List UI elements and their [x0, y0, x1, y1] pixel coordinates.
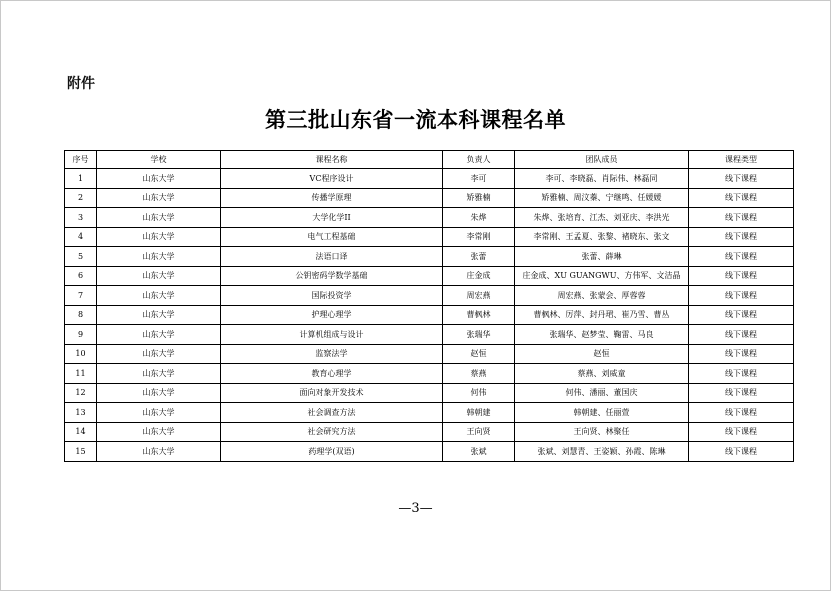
table-row	[65, 227, 794, 247]
cell-school: 山东大学	[97, 422, 221, 442]
attachment-label: 附件	[67, 76, 95, 92]
header-lead: 负责人	[443, 151, 515, 169]
cell-index: 13	[65, 403, 97, 423]
cell-index: 6	[65, 266, 97, 286]
cell-index: 1	[65, 169, 97, 189]
header-index: 序号	[65, 151, 97, 169]
cell-course-type: 线下课程	[689, 403, 794, 423]
cell-index: 11	[65, 364, 97, 384]
cell-school: 山东大学	[97, 266, 221, 286]
cell-index: 4	[65, 227, 97, 247]
cell-team: 张蕾、薛琳	[515, 247, 689, 267]
header-team: 团队成员	[515, 151, 689, 169]
cell-course-type: 线下课程	[689, 266, 794, 286]
cell-index: 14	[65, 422, 97, 442]
page-number: —3—	[398, 501, 433, 516]
cell-course-type: 线下课程	[689, 286, 794, 306]
table-row	[65, 383, 794, 403]
cell-team: 张斌、刘慧青、王姿颖、孙霞、陈琳	[515, 442, 689, 462]
cell-school: 山东大学	[97, 208, 221, 228]
cell-index: 9	[65, 325, 97, 345]
table-row	[65, 344, 794, 364]
cell-school: 山东大学	[97, 188, 221, 208]
cell-course-name: 监察法学	[221, 344, 443, 364]
cell-team: 蔡燕、刘威童	[515, 364, 689, 384]
cell-course-type: 线下课程	[689, 247, 794, 267]
cell-lead: 曹枫林	[443, 305, 515, 325]
cell-school: 山东大学	[97, 227, 221, 247]
table-row	[65, 188, 794, 208]
cell-team: 韩朝建、任丽萱	[515, 403, 689, 423]
table-row	[65, 442, 794, 462]
cell-lead: 李常刚	[443, 227, 515, 247]
document-title: 第三批山东省一流本科课程名单	[265, 107, 566, 132]
table-row	[65, 247, 794, 267]
table-row	[65, 305, 794, 325]
table-row	[65, 403, 794, 423]
cell-school: 山东大学	[97, 247, 221, 267]
cell-lead: 王向贤	[443, 422, 515, 442]
cell-lead: 张瑞华	[443, 325, 515, 345]
cell-team: 何伟、潘丽、董国庆	[515, 383, 689, 403]
table-body	[65, 169, 794, 462]
cell-course-type: 线下课程	[689, 227, 794, 247]
cell-lead: 张蕾	[443, 247, 515, 267]
cell-index: 3	[65, 208, 97, 228]
cell-school: 山东大学	[97, 383, 221, 403]
cell-team: 赵恒	[515, 344, 689, 364]
header-course-name: 课程名称	[221, 151, 443, 169]
cell-index: 7	[65, 286, 97, 306]
cell-team: 庄金成、XU GUANGWU、方伟军、文洁晶	[515, 266, 689, 286]
cell-course-type: 线下课程	[689, 325, 794, 345]
table-row	[65, 208, 794, 228]
cell-course-type: 线下课程	[689, 422, 794, 442]
cell-course-name: VC程序设计	[221, 169, 443, 189]
cell-team: 朱烨、张培育、江杰、刘亚庆、李洪光	[515, 208, 689, 228]
cell-course-name: 社会调查方法	[221, 403, 443, 423]
cell-course-name: 公钥密码学数学基础	[221, 266, 443, 286]
cell-lead: 矫雅楠	[443, 188, 515, 208]
cell-course-name: 面向对象开发技术	[221, 383, 443, 403]
cell-team: 李常刚、王孟夏、张黎、褚晓东、张文	[515, 227, 689, 247]
cell-lead: 朱烨	[443, 208, 515, 228]
cell-school: 山东大学	[97, 344, 221, 364]
cell-team: 曹枫林、厉萍、封丹珺、崔乃雪、曹丛	[515, 305, 689, 325]
header-school: 学校	[97, 151, 221, 169]
cell-course-name: 教育心理学	[221, 364, 443, 384]
cell-team: 矫雅楠、周汶蓁、宁继鸣、任媛媛	[515, 188, 689, 208]
cell-course-type: 线下课程	[689, 305, 794, 325]
header-course-type: 课程类型	[689, 151, 794, 169]
cell-lead: 庄金成	[443, 266, 515, 286]
cell-index: 15	[65, 442, 97, 462]
table-header-row	[65, 151, 794, 169]
cell-course-type: 线下课程	[689, 344, 794, 364]
cell-lead: 周宏燕	[443, 286, 515, 306]
cell-lead: 何伟	[443, 383, 515, 403]
cell-course-type: 线下课程	[689, 188, 794, 208]
cell-course-name: 药理学(双语)	[221, 442, 443, 462]
cell-course-name: 大学化学II	[221, 208, 443, 228]
cell-school: 山东大学	[97, 442, 221, 462]
table-row	[65, 169, 794, 189]
cell-index: 10	[65, 344, 97, 364]
cell-lead: 赵恒	[443, 344, 515, 364]
cell-index: 5	[65, 247, 97, 267]
table-row	[65, 266, 794, 286]
cell-course-type: 线下课程	[689, 208, 794, 228]
cell-lead: 张斌	[443, 442, 515, 462]
cell-course-type: 线下课程	[689, 442, 794, 462]
cell-index: 12	[65, 383, 97, 403]
cell-course-name: 电气工程基础	[221, 227, 443, 247]
table-row	[65, 325, 794, 345]
cell-course-name: 护理心理学	[221, 305, 443, 325]
cell-course-type: 线下课程	[689, 383, 794, 403]
table-row	[65, 286, 794, 306]
cell-lead: 蔡燕	[443, 364, 515, 384]
cell-school: 山东大学	[97, 403, 221, 423]
table-row	[65, 364, 794, 384]
cell-school: 山东大学	[97, 286, 221, 306]
cell-team: 张瑞华、赵梦莹、鞠雷、马良	[515, 325, 689, 345]
cell-lead: 李可	[443, 169, 515, 189]
cell-index: 8	[65, 305, 97, 325]
table-row	[65, 422, 794, 442]
cell-course-name: 社会研究方法	[221, 422, 443, 442]
course-table	[64, 150, 794, 462]
cell-team: 王向贤、林聚任	[515, 422, 689, 442]
cell-team: 周宏燕、张蒙会、厚蓉蓉	[515, 286, 689, 306]
cell-course-name: 法语口译	[221, 247, 443, 267]
cell-course-name: 计算机组成与设计	[221, 325, 443, 345]
cell-school: 山东大学	[97, 305, 221, 325]
cell-lead: 韩朝建	[443, 403, 515, 423]
cell-index: 2	[65, 188, 97, 208]
cell-school: 山东大学	[97, 169, 221, 189]
cell-course-type: 线下课程	[689, 169, 794, 189]
cell-course-name: 国际投资学	[221, 286, 443, 306]
cell-school: 山东大学	[97, 325, 221, 345]
cell-school: 山东大学	[97, 364, 221, 384]
cell-course-type: 线下课程	[689, 364, 794, 384]
cell-team: 李可、李晓磊、肖际伟、林磊同	[515, 169, 689, 189]
cell-course-name: 传播学原理	[221, 188, 443, 208]
